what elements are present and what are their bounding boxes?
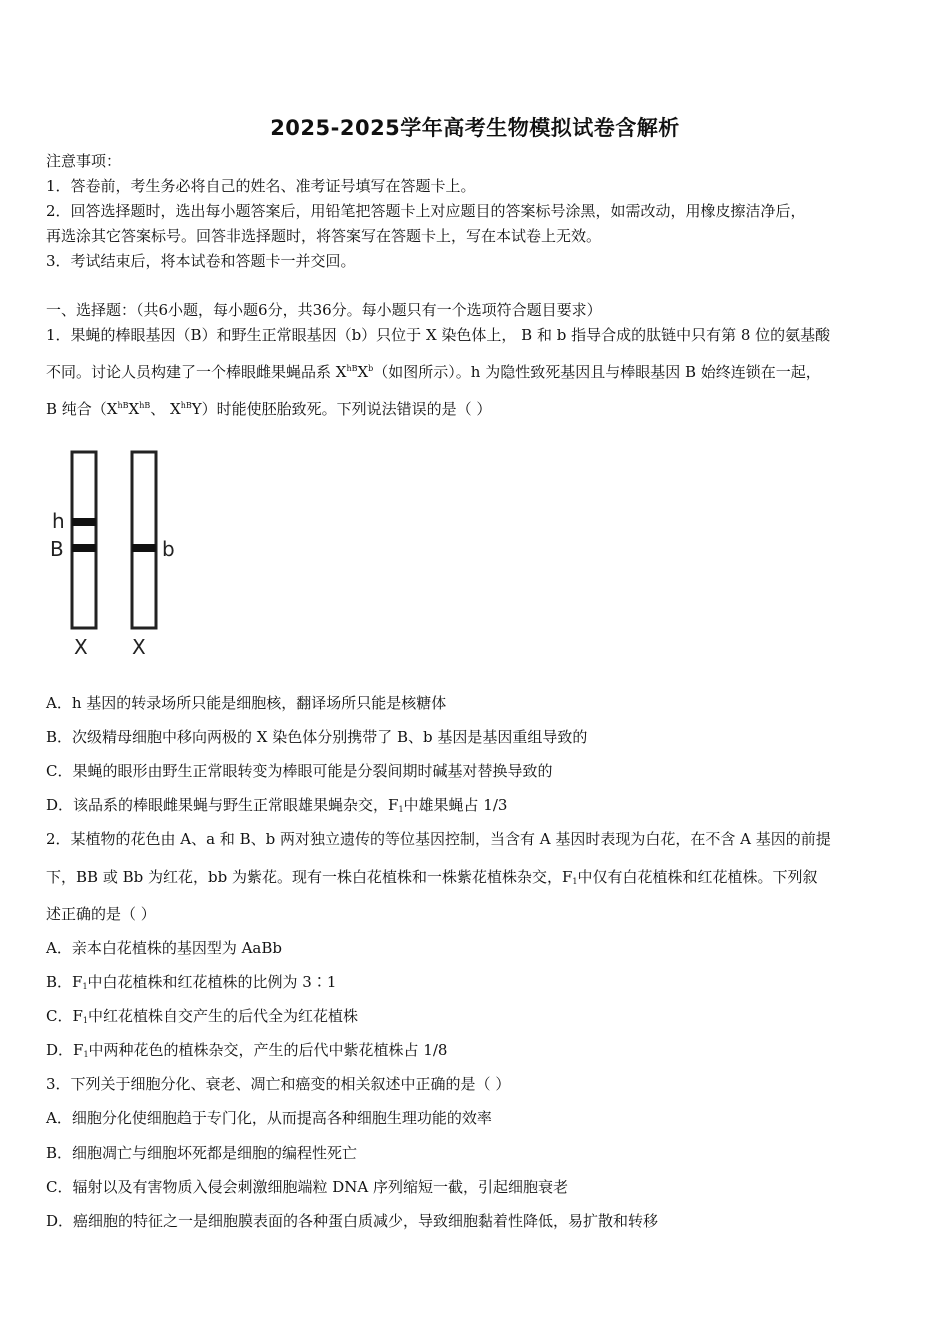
q3-option-c: C．辐射以及有害物质入侵会刺激细胞端粒 DNA 序列缩短一截，引起细胞衰老: [46, 1178, 569, 1196]
left-x-chromosome: [72, 452, 96, 628]
chromosome-figure: [46, 440, 196, 660]
notice-item-2-cont: 再选涂其它答案标号。回答非选择题时，将答案写在答题卡上，写在本试卷上无效。: [46, 227, 602, 245]
q2-stem-line-3: 述正确的是（ ）: [46, 905, 156, 923]
label-right-x: X: [132, 635, 146, 659]
q2-stem-line-1: 2．某植物的花色由 A、a 和 B、b 两对独立遗传的等位基因控制，当含有 A 基因时表现为白花，在不含 A 基因的前提: [46, 830, 831, 848]
q2-stem-line-2: 下，BB 或 Bb 为红花，bb 为紫花。现有一株白花植株和一株紫花植株杂交，$F_1$中仅有白花植株和红花植株。下列叙: [46, 868, 818, 886]
right-x-chromosome: [132, 452, 156, 628]
right-b-band: [132, 544, 156, 552]
q1-stem-line-1: 1．果蝇的棒眼基因（B）和野生正常眼基因（b）只位于 X 染色体上， B 和 b 指导合成的肽链中只有第 8 位的氨基酸: [46, 326, 831, 344]
q3-option-d: D．癌细胞的特征之一是细胞膜表面的各种蛋白质减少，导致细胞黏着性降低，易扩散和转移: [46, 1212, 659, 1230]
q2-option-a: A．亲本白花植株的基因型为 AaBb: [46, 939, 283, 957]
q1-option-d: D．该品系的棒眼雌果蝇与野生正常眼雄果蝇杂交，$F_1$中雄果蝇占 1/3: [46, 796, 508, 814]
q2-option-b: B．$F_1$中白花植株和红花植株的比例为 3∶1: [46, 973, 337, 991]
q1-option-a: A．h 基因的转录场所只能是细胞核，翻译场所只能是核糖体: [46, 694, 447, 712]
left-h-band: [72, 518, 96, 526]
page-title: 2025-2025学年高考生物模拟试卷含解析: [270, 116, 680, 140]
notice-heading: 注意事项：: [46, 152, 122, 170]
label-b: b: [162, 537, 175, 561]
left-b-band: [72, 544, 96, 552]
notice-item-2: 2．回答选择题时，选出每小题答案后，用铅笔把答题卡上对应题目的答案标号涂黑，如需改动，用橡皮擦洁净后，: [46, 202, 806, 220]
label-left-x: X: [74, 635, 88, 659]
notice-item-1: 1．答卷前，考生务必将自己的姓名、准考证号填写在答题卡上。: [46, 177, 476, 195]
section-heading: 一、选择题：（共6小题，每小题6分，共36分。每小题只有一个选项符合题目要求）: [46, 301, 602, 319]
label-h: h: [52, 509, 65, 533]
q3-option-a: A．细胞分化使细胞趋于专门化，从而提高各种细胞生理功能的效率: [46, 1109, 492, 1127]
q2-option-c: C．$F_1$中红花植株自交产生的后代全为红花植株: [46, 1007, 358, 1025]
q2-option-d: D．$F_1$中两种花色的植株杂交，产生的后代中紫花植株占 1/8: [46, 1041, 448, 1059]
q1-option-b: B．次级精母细胞中移向两极的 X 染色体分别携带了 B、b 基因是基因重组导致的: [46, 728, 588, 746]
label-B: B: [50, 537, 64, 561]
q1-stem-line-3: B 纯合（$X^{hB}X^{hB}$、 $X^{hB}Y$）时能使胚胎致死。下列说法错误的是（ ）: [46, 400, 492, 418]
q3-stem: 3．下列关于细胞分化、衰老、凋亡和癌变的相关叙述中正确的是（ ）: [46, 1075, 511, 1093]
q1-option-c: C．果蝇的眼形由野生正常眼转变为棒眼可能是分裂间期时碱基对替换导致的: [46, 762, 553, 780]
q1-stem-line-2: 不同。讨论人员构建了一个棒眼雌果蝇品系 $X^{hB}X^b$（如图所示）。h 为隐性致死基因且与棒眼基因 B 始终连锁在一起，: [46, 363, 821, 381]
notice-item-3: 3．考试结束后，将本试卷和答题卡一并交回。: [46, 252, 356, 270]
q3-option-b: B．细胞凋亡与细胞坏死都是细胞的编程性死亡: [46, 1144, 358, 1162]
